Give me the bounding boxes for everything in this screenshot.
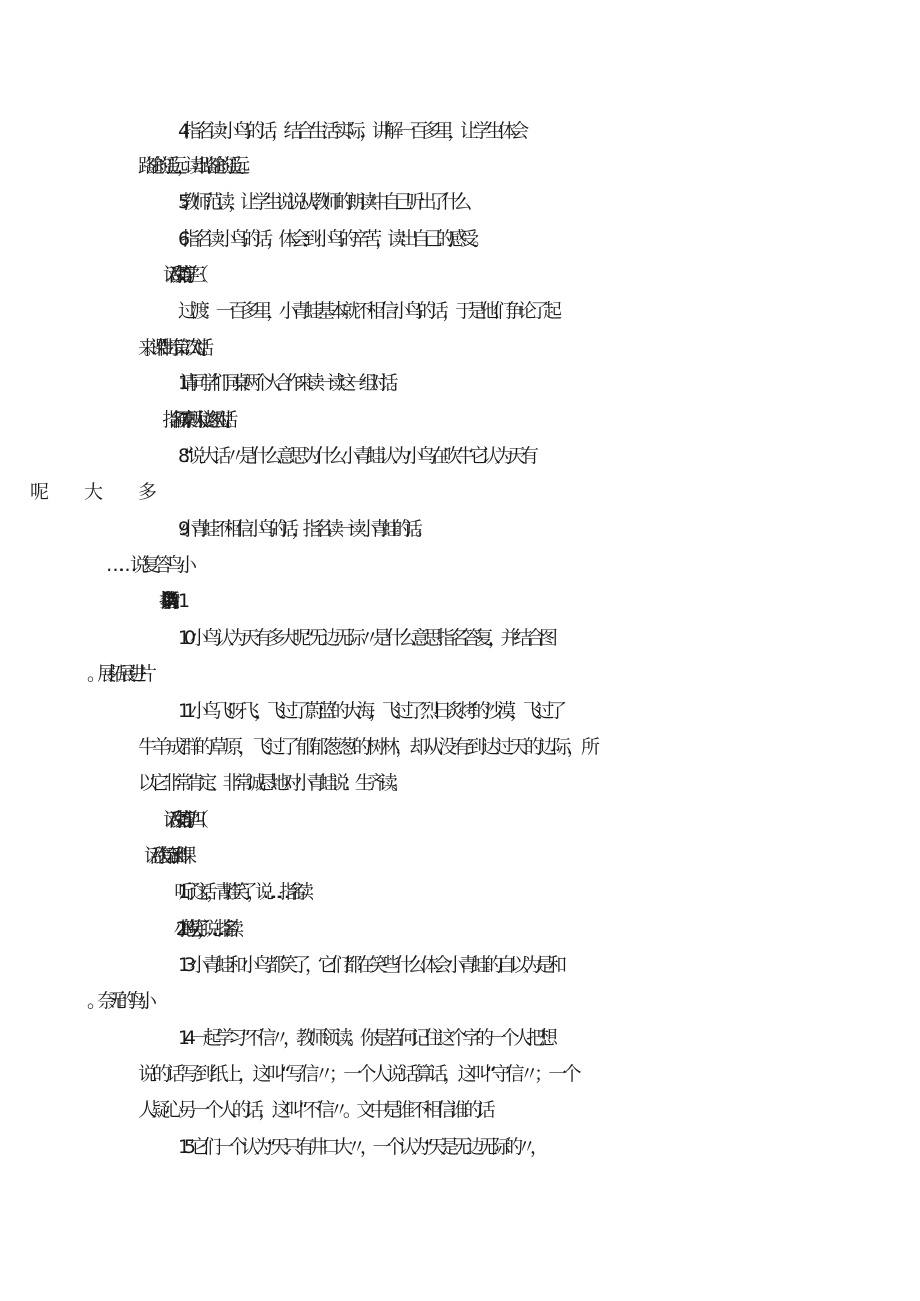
section-heading [0, 263, 920, 287]
text-line: 来。课件出示第二次对话。 [138, 337, 207, 359]
text-line: 13小青蛙和小鸟都笑了，它们都在笑些什么体会小青蛙的自以为是和 [178, 954, 561, 976]
text-line [0, 662, 920, 686]
text-line [0, 553, 920, 577]
text-line: 人疑心另一个人的话，这叫“不信〃。文中是谁不相信谁的话 [138, 1099, 491, 1121]
text-line: 牛羊成群的草原，飞过了郁郁葱葱的树林，却从没有到达过天的边际，所 [138, 736, 596, 758]
text-line: 5 .教师范读，让学生说说从教师的朗读中自己听出了什么 [178, 191, 466, 213]
text-line: 1.请同学们同桌两个人合作来读一读这一组对话。 [178, 372, 401, 394]
text-line: 9 .小青蛙不相信小鸟的话，指名读一读小青蛙的话。 [178, 518, 427, 540]
text-line: 12小鸟也笑了，说……指名读 [178, 918, 230, 940]
text-line: 10小鸟认为天有多大呢“无边无际〃是什么意思指名答复，并结合图 [178, 627, 552, 649]
text-line: 8 .“说大话〃是什么意思为什么小青蛙认为小鸟在吹牛它认为天有 [178, 445, 533, 467]
section-heading [0, 808, 920, 832]
text-line: 15它们一个认为“天只有井口大〃，一个认为“天是无边无际的〃， [178, 1136, 543, 1158]
text-line: 6 .指名读小鸟的话，体会到小鸟的辛苦，读出自己的感受。 [178, 228, 485, 250]
text-line [0, 480, 920, 504]
text-line: 4 .指名读小鸟的话，结合生活实际，讲解一百多里，让学生体会 [178, 120, 523, 142]
text-line: 7 .指名同桌两人读这组对话。 [178, 409, 231, 431]
text-line: 14一起学习“不信〃，教师领读。你是若何记住这个字的一个人把想 [178, 1027, 552, 1049]
text-line: 1.听了这话，青蛙笑了，说……指名读 [178, 881, 304, 903]
text-line: 11小鸟飞呀飞，飞过了蔚蓝的大海，飞过了烈日炙烤的沙漠，飞过了 [178, 700, 561, 722]
text-line [0, 989, 920, 1013]
text-line [0, 844, 920, 868]
text-line: 过渡：一百多里，小青蛙基本就不相信小鸟的话，于是他们争论了起 [178, 300, 556, 322]
text-line [0, 589, 920, 613]
text-line: 说的话写到纸上，这叫“写信〃；一个人说话算话，这叫“守信〃；一个 [138, 1063, 577, 1085]
text-line: 以它非常肯定、非常诚恳地对小青蛙说：生齐读。 [138, 772, 404, 794]
text-line: 路途的遥远，读出路途的遥远。 [138, 155, 247, 177]
